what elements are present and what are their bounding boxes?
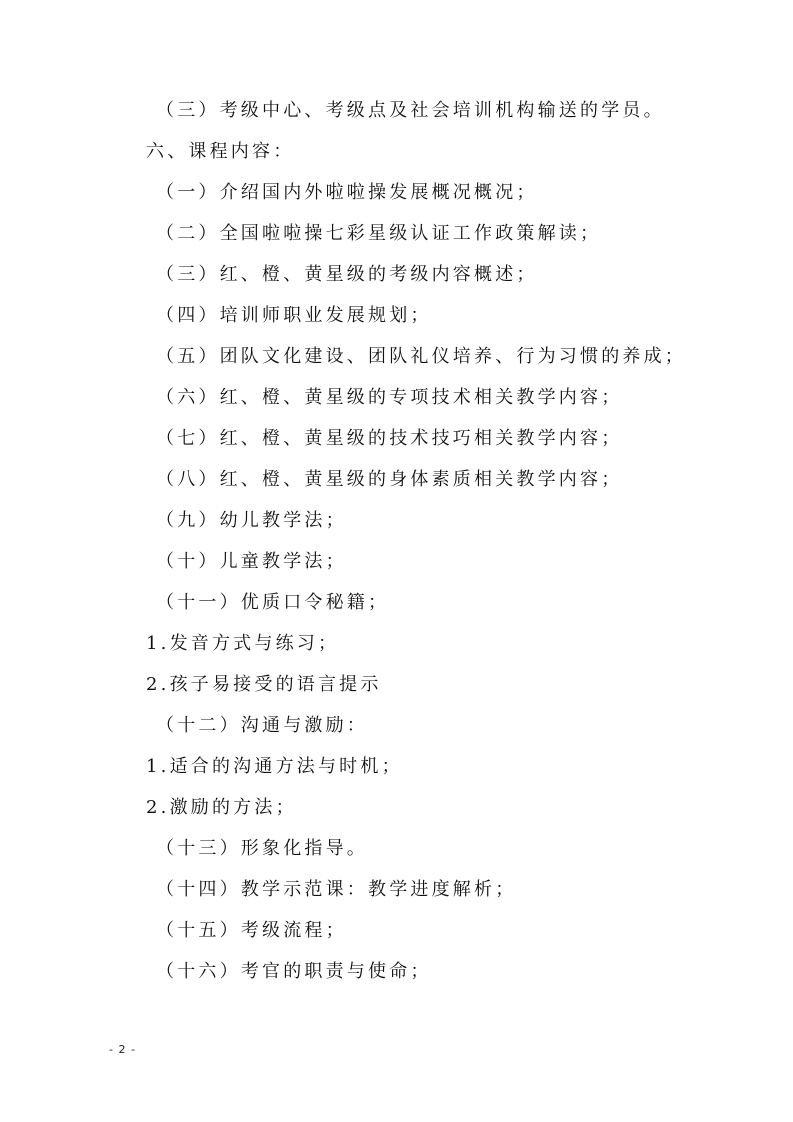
list-item: （十）儿童教学法； <box>156 551 347 572</box>
list-item: （十二）沟通与激励： <box>156 715 368 736</box>
page-number: - 2 - <box>109 1043 136 1056</box>
list-item: （九）幼儿教学法； <box>156 510 347 531</box>
sub-item: 2.激励的方法； <box>146 797 297 818</box>
list-item: （六）红、橙、黄星级的专项技术相关教学内容； <box>156 387 623 408</box>
list-item: （三）考级中心、考级点及社会培训机构输送的学员。 <box>156 100 665 121</box>
list-item: （三）红、橙、黄星级的考级内容概述； <box>156 264 538 285</box>
list-item: （二）全国啦啦操七彩星级认证工作政策解读； <box>156 223 602 244</box>
list-item: （四）培训师职业发展规划； <box>156 305 432 326</box>
section-heading: 六、课程内容： <box>146 141 295 162</box>
list-item: （五）团队文化建设、团队礼仪培养、行为习惯的养成； <box>156 346 686 367</box>
sub-item: 1.发音方式与练习； <box>146 633 340 654</box>
list-item: （十四）教学示范课：教学进度解析； <box>156 879 517 900</box>
sub-item: 1.适合的沟通方法与时机； <box>146 756 403 777</box>
list-item: （七）红、橙、黄星级的技术技巧相关教学内容； <box>156 428 623 449</box>
list-item: （一）介绍国内外啦啦操发展概况概况； <box>156 182 538 203</box>
list-item: （十三）形象化指导。 <box>156 838 368 859</box>
list-item: （十六）考官的职责与使命； <box>156 961 432 982</box>
list-item: （十一）优质口令秘籍； <box>156 592 390 613</box>
list-item: （十五）考级流程； <box>156 920 347 941</box>
list-item: （八）红、橙、黄星级的身体素质相关教学内容； <box>156 469 623 490</box>
sub-item: 2.孩子易接受的语言提示 <box>146 674 382 695</box>
